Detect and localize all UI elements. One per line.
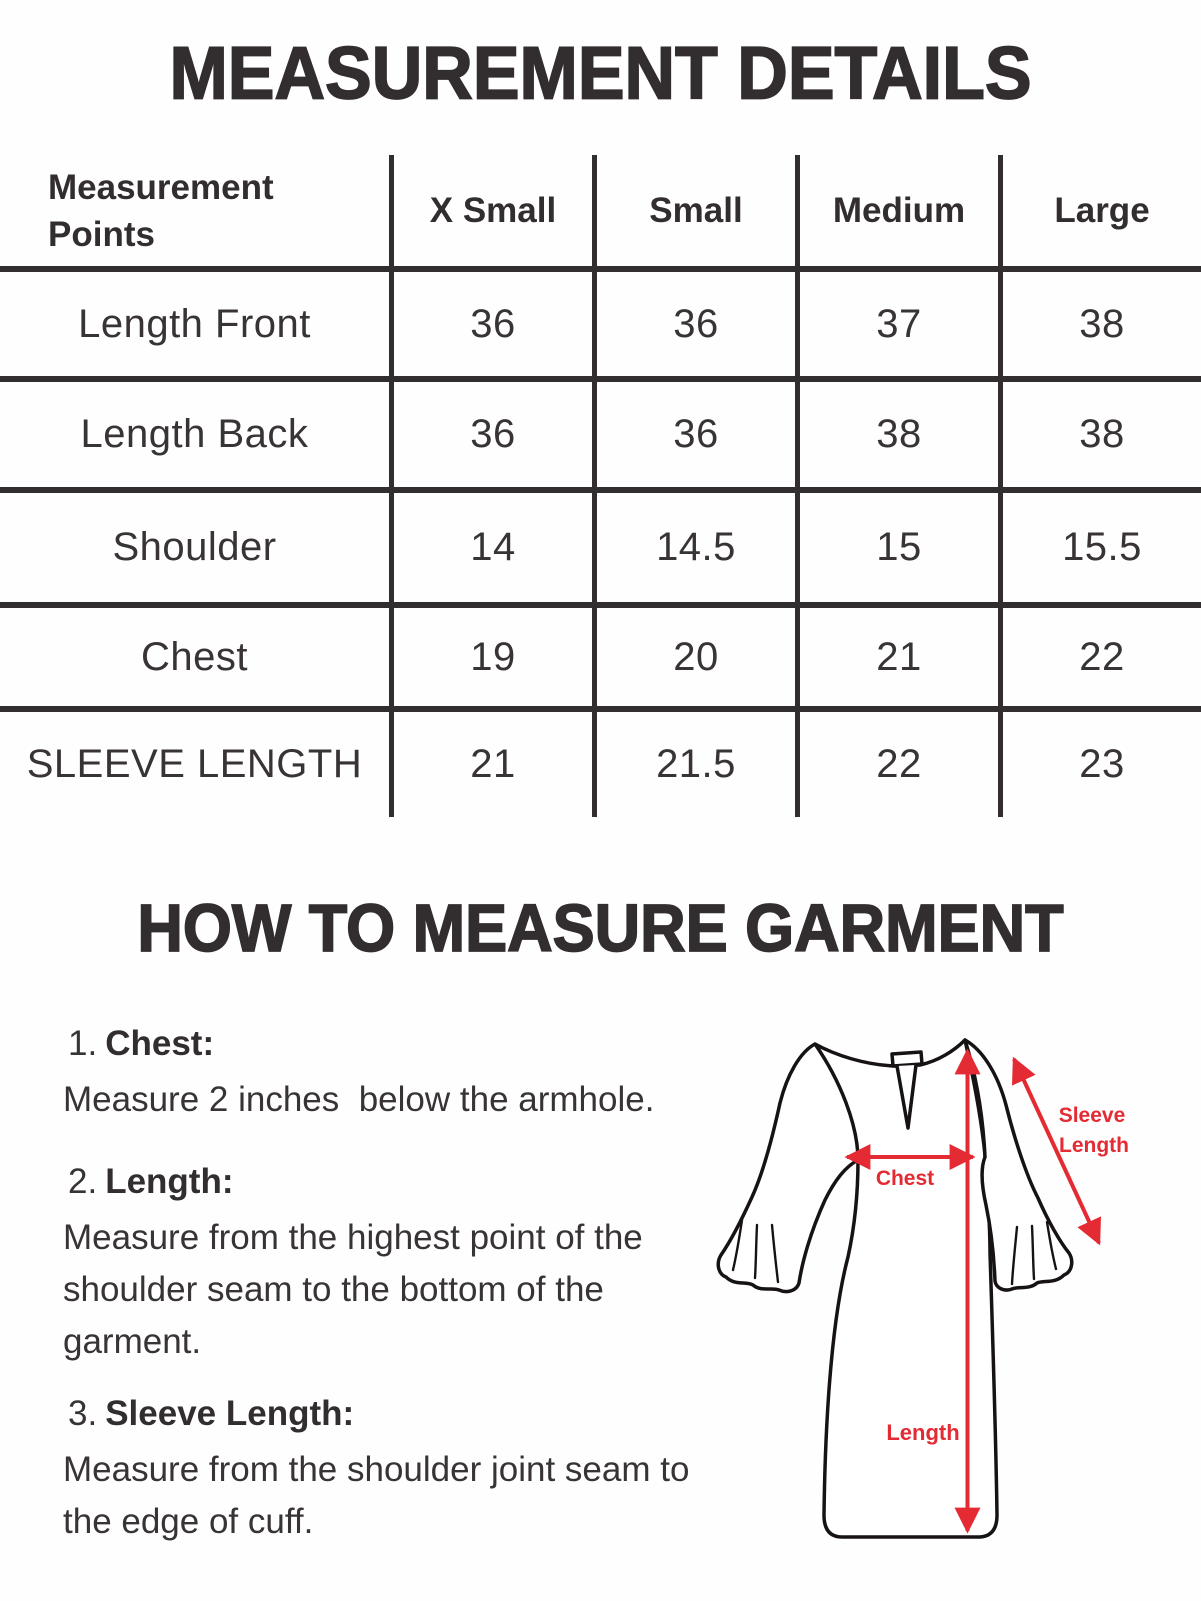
step-text: Measure from the shoulder joint seam to the edge of cuff.	[63, 1450, 700, 1541]
table-cell: 22	[795, 712, 998, 817]
table-cell: 14.5	[592, 493, 795, 608]
step-heading: 1. Chest:	[68, 1024, 215, 1063]
table-row-label: Length Back	[0, 382, 389, 493]
table-cell: 22	[998, 608, 1201, 712]
table-cell: 14	[389, 493, 592, 608]
table-row-label: Length Front	[0, 272, 389, 382]
table-cell: 38	[998, 272, 1201, 382]
garment-diagram	[690, 995, 1201, 1601]
table-cell: 38	[795, 382, 998, 493]
table-cell: 38	[998, 382, 1201, 493]
table-cell: 36	[592, 382, 795, 493]
table-header-medium: Medium	[795, 155, 998, 272]
step-text: Measure 2 inches below the armhole.	[63, 1080, 655, 1119]
table-cell: 15.5	[998, 493, 1201, 608]
page-title: MEASUREMENT DETAILS	[169, 31, 1032, 115]
chest-arrow-label: Chest	[875, 1167, 935, 1190]
step-heading: 3. Sleeve Length:	[68, 1394, 355, 1433]
table-cell: 19	[389, 608, 592, 712]
sleeve-length-label-line1: Sleeve	[1058, 1104, 1126, 1127]
table-row-label: Chest	[0, 608, 389, 712]
table-header-measurement-points: Measurement Points	[0, 155, 389, 272]
left-sleeve	[718, 1044, 858, 1292]
table-header-small: Small	[592, 155, 795, 272]
table-cell: 36	[592, 272, 795, 382]
table-cell: 23	[998, 712, 1201, 817]
table-cell: 21	[389, 712, 592, 817]
table-row-label: Shoulder	[0, 493, 389, 608]
how-to-title: HOW TO MEASURE GARMENT	[137, 891, 1064, 967]
sleeve-length-label-line2: Length	[1059, 1134, 1129, 1157]
table-cell: 36	[389, 382, 592, 493]
measurement-table	[0, 155, 1201, 817]
table-cell: 37	[795, 272, 998, 382]
step-text: Measure from the highest point of the shoulder seam to the bottom of the garment.	[63, 1218, 653, 1361]
table-cell: 36	[389, 272, 592, 382]
table-cell: 20	[592, 608, 795, 712]
measure-step-chest	[63, 1022, 654, 1126]
table-cell: 21.5	[592, 712, 795, 817]
table-header-large: Large	[998, 155, 1201, 272]
table-cell: 15	[795, 493, 998, 608]
table-row-label: SLEEVE LENGTH	[26, 742, 363, 786]
table-header-xsmall: X Small	[389, 155, 592, 272]
length-arrow-label: Length	[886, 1420, 960, 1445]
measure-step-length	[63, 1160, 673, 1368]
neck-placket	[892, 1052, 922, 1066]
table-cell: 21	[795, 608, 998, 712]
step-heading: 2. Length:	[68, 1162, 234, 1201]
measure-step-sleeve-length	[63, 1392, 718, 1548]
